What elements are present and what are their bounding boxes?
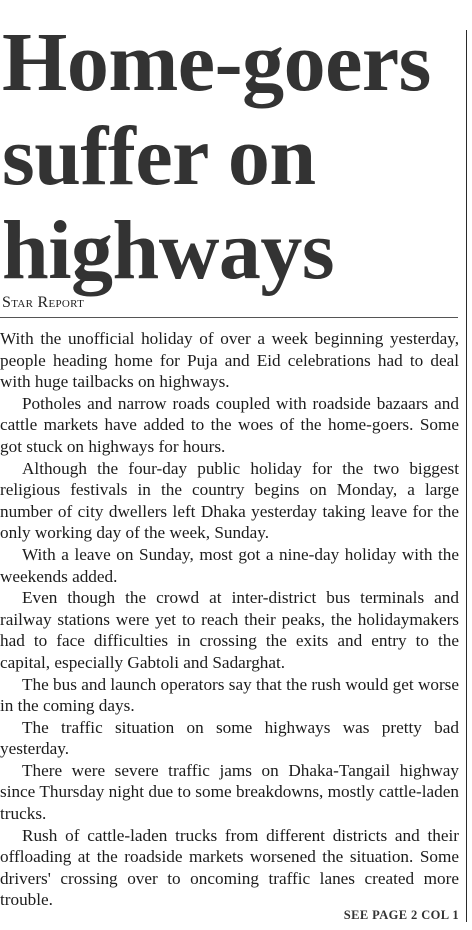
headline-line-3: highways — [2, 204, 335, 297]
headline-line-1: Home-goers — [2, 16, 431, 109]
byline: Star Report — [2, 294, 85, 311]
column-divider — [466, 30, 467, 922]
paragraph: Potholes and narrow roads coupled with roadside bazaars and cattle markets have added to the woes of the home-goers. Some got stuck on highways for hours. — [0, 393, 459, 456]
headline — [2, 16, 464, 298]
paragraph: Although the four-day public holiday for the two biggest religious festivals in the country begins on Monday, a large number of city dwellers left Dhaka yesterday taking leave for the only working day of the week, Sunday. — [0, 458, 459, 543]
paragraph: Even though the crowd at inter-district bus terminals and railway stations were yet to reach their peaks, the holidaymakers had to face difficulties in crossing the exits and entry to the capital, especially Gabtoli and Sadarghat. — [0, 588, 459, 672]
paragraph: The bus and launch operators say that the rush would get worse in the coming days. — [0, 674, 459, 716]
paragraph: There were severe traffic jams on Dhaka-Tangail highway since Thursday night due to some breakdowns, mostly cattle-laden trucks. — [0, 760, 459, 824]
paragraph: The traffic situation on some highways was pretty bad yesterday. — [0, 717, 459, 759]
paragraph: With the unofficial holiday of over a week beginning yesterday, people heading home for Puja and Eid celebrations had to deal with huge tailbacks on highways. — [0, 329, 459, 392]
headline-line-2: suffer on — [2, 110, 316, 203]
paragraph: Rush of cattle-laden trucks from different districts and their offloading at the roadside markets worsened the situation. Some drivers' crossing over to oncoming traffic lanes created more trouble. — [0, 825, 459, 910]
byline-rule — [0, 317, 458, 318]
paragraph: With a leave on Sunday, most got a nine-day holiday with the weekends added. — [0, 544, 459, 586]
continuation-jump: SEE PAGE 2 COL 1 — [343, 908, 459, 922]
article-body — [0, 328, 459, 911]
